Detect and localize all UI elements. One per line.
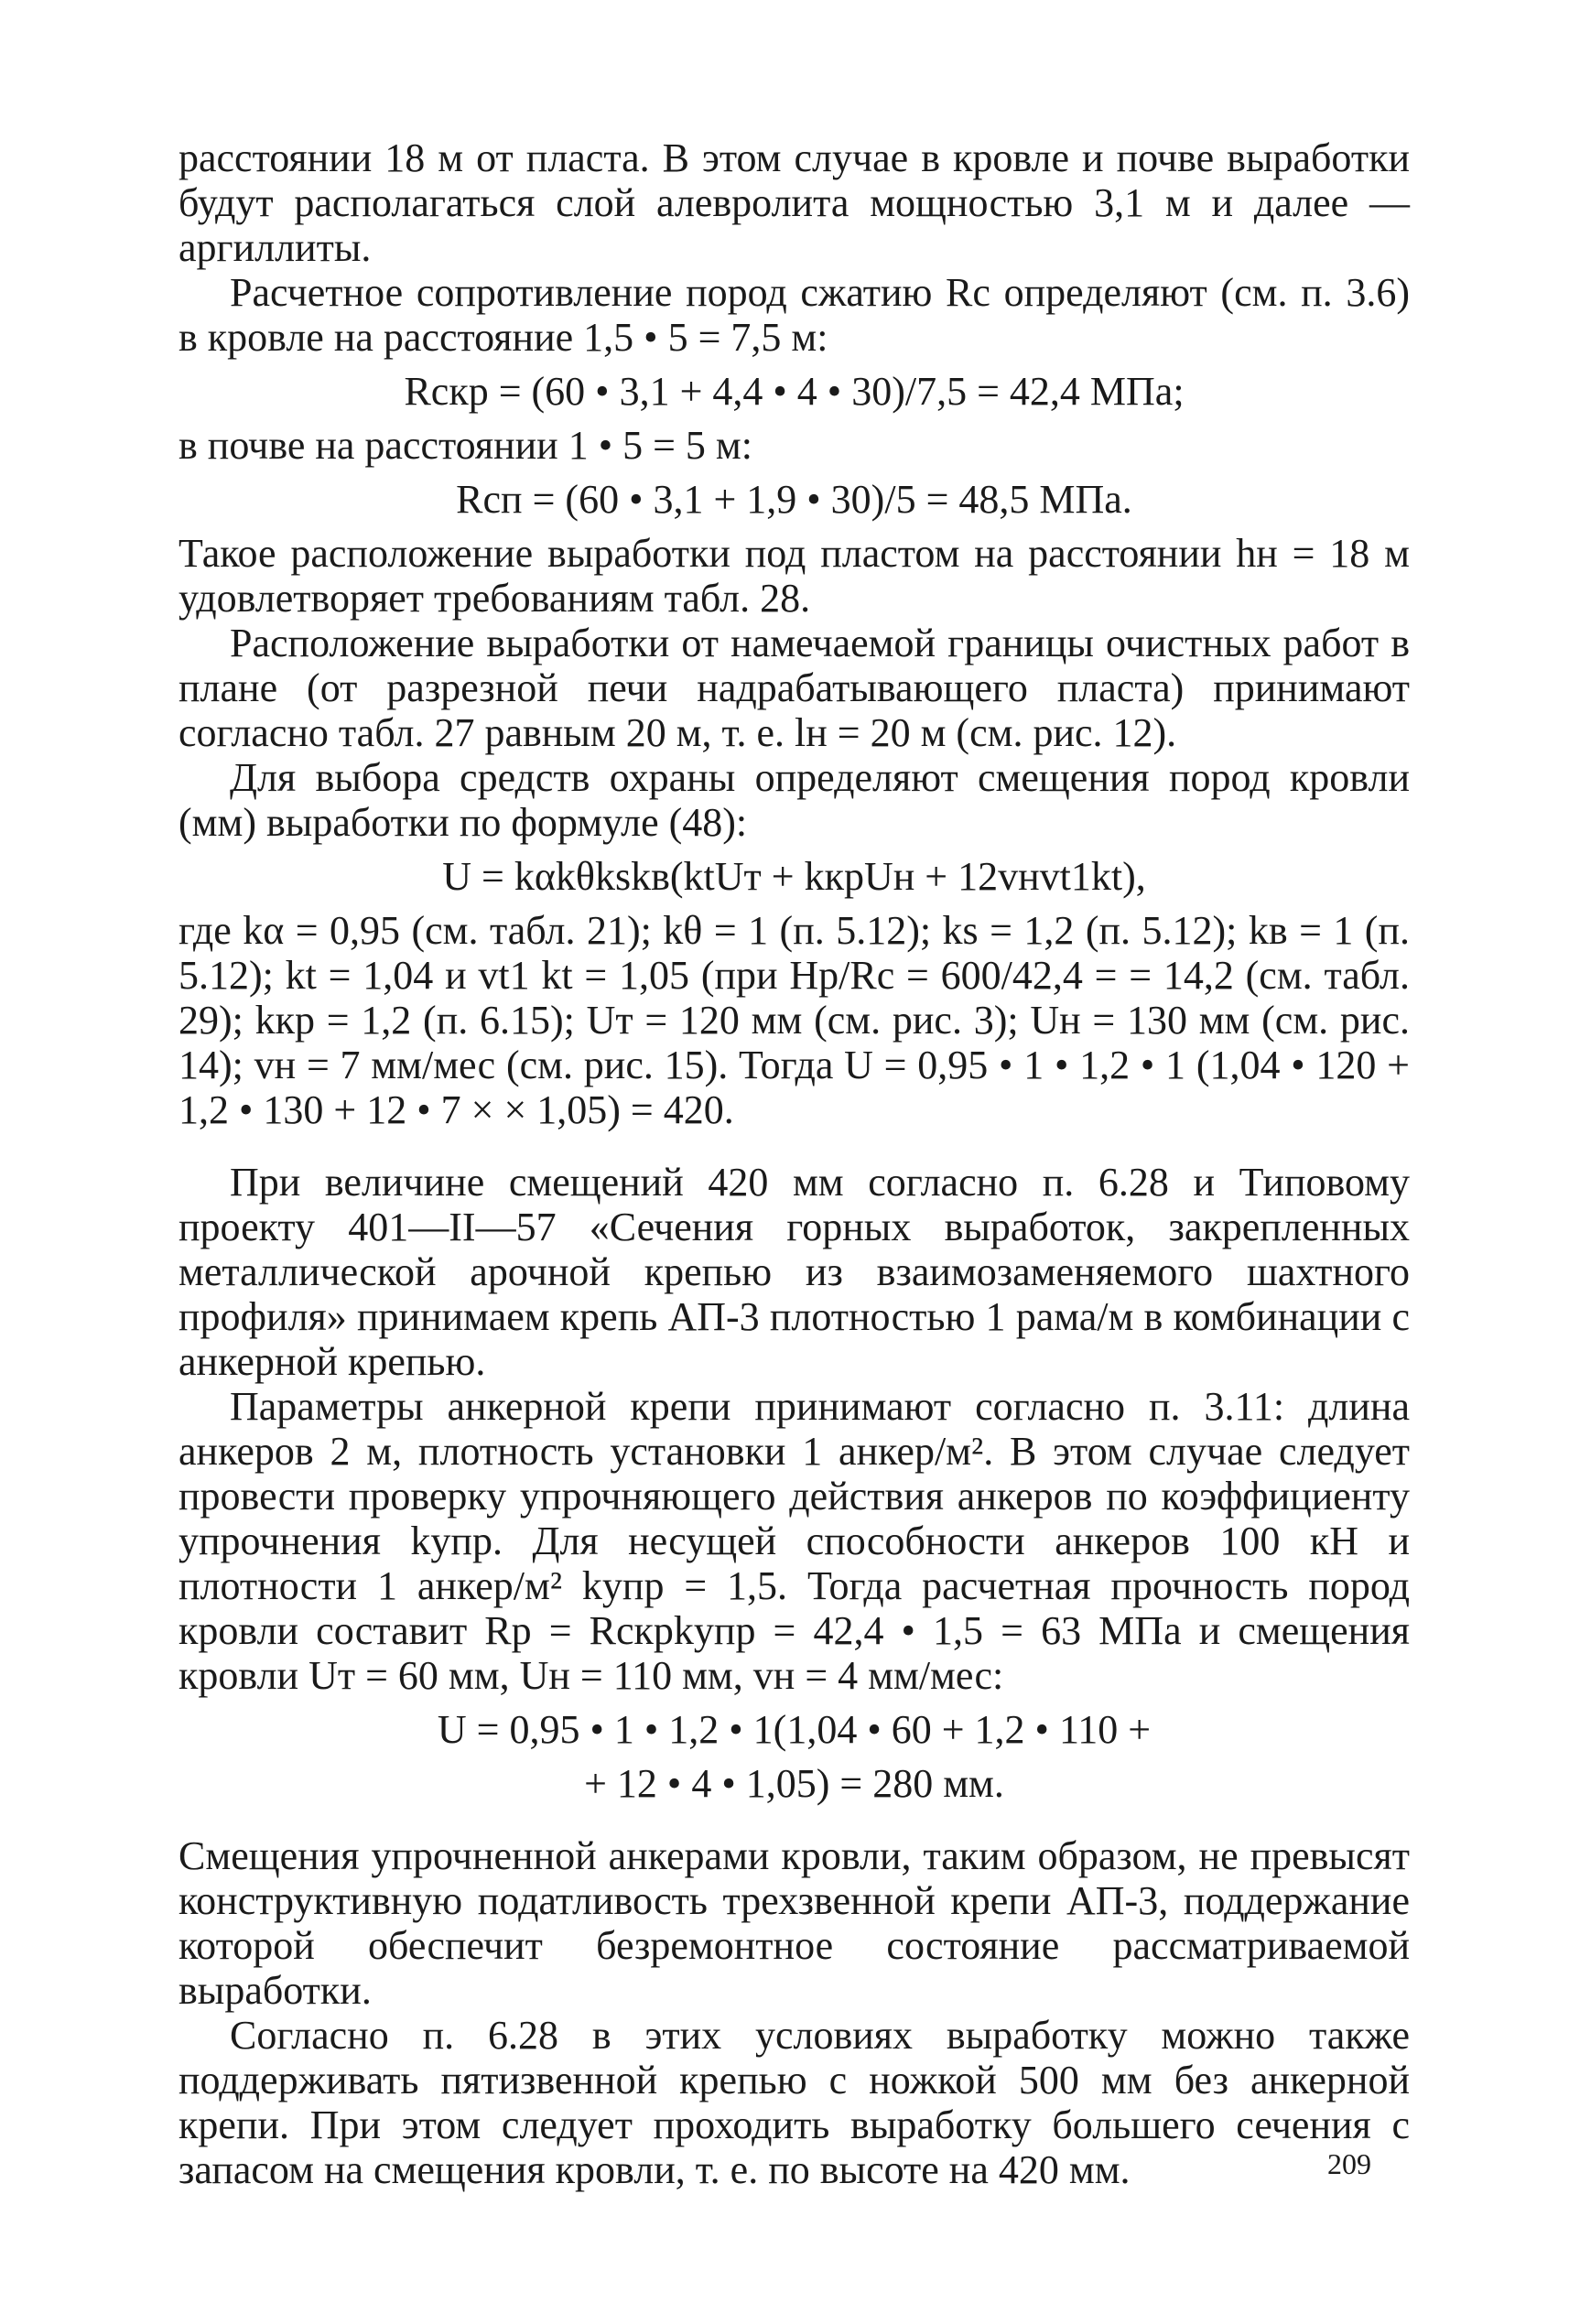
- formula-soil-resistance: Rсп = (60 • 3,1 + 1,9 • 30)/5 = 48,5 МПа.: [456, 477, 1132, 522]
- paragraph-where: где kα = 0,95 (см. табл. 21); kθ = 1 (п. 5.12); ks = 1,2 (п. 5.12); kв = 1 (п. 5.12); kt = 1,04 и vt1 kt = 1,05 (при Hр/Rс = 600/42,4 = = 14,2 (см. табл. 29); kкр = 1,2 (п. 6.15); Uт = 120 мм (см. рис. 3); Uн = 130 мм (см. рис. 14); vн = 7 мм/мес (см. рис. 15). Тогда U = 0,95 • 1 • 1,2 • 1 (1,04 • 120 + 1,2 • 130 + 12 • 7 × × 1,05) = 420.: [179, 908, 1410, 1132]
- paragraph: Смещения упрочненной анкерами кровли, таким образом, не превысят конструктивную податливость трехзвенной крепи АП-3, поддержание которой обеспечит безремонтное состояние рассматриваемой выработки.: [179, 1833, 1410, 2013]
- formula-displacement-result-line1: U = 0,95 • 1 • 1,2 • 1(1,04 • 60 + 1,2 • 110 +: [437, 1707, 1152, 1752]
- paragraph: Такое расположение выработки под пластом на расстоянии hн = 18 м удовлетворяет требованиям табл. 28.: [179, 531, 1410, 621]
- paragraph: Расчетное сопротивление пород сжатию Rс определяют (см. п. 3.6) в кровле на расстояние 1,5 • 5 = 7,5 м:: [179, 270, 1410, 360]
- formula-displacement-result-line2: + 12 • 4 • 1,05) = 280 мм.: [584, 1761, 1004, 1806]
- paragraph: в почве на расстоянии 1 • 5 = 5 м:: [179, 423, 752, 468]
- paragraph: Для выбора средств охраны определяют смещения пород кровли (мм) выработки по формуле (48):: [179, 755, 1410, 845]
- formula-displacement: U = kαkθkskв(ktUт + kкрUн + 12vнvt1kt),: [442, 854, 1146, 899]
- paragraph: При величине смещений 420 мм согласно п. 6.28 и Типовому проекту 401—II—57 «Сечения горных выработок, закрепленных металлической арочной крепью из взаимозаменяемого шахтного профиля» принимаем крепь АП-3 плотностью 1 рама/м в комбинации с анкерной крепью.: [179, 1160, 1410, 1384]
- paragraph: Расположение выработки от намечаемой границы очистных работ в плане (от разрезной печи надрабатывающего пласта) принимают согласно табл. 27 равным 20 м, т. е. lн = 20 м (см. рис. 12).: [179, 621, 1410, 755]
- page-number: 209: [1327, 2147, 1371, 2180]
- paragraph: Параметры анкерной крепи принимают согласно п. 3.11: длина анкеров 2 м, плотность установки 1 анкер/м². В этом случае следует провести проверку упрочняющего действия анкеров по коэффициенту упрочнения kупр. Для несущей способности анкеров 100 кН и плотности 1 анкер/м² kупр = 1,5. Тогда расчетная прочность пород кровли составит Rр = Rскрkупр = 42,4 • 1,5 = 63 МПа и смещения кровли Uт = 60 мм, Uн = 110 мм, vн = 4 мм/мес:: [179, 1384, 1410, 1698]
- page-body: [179, 135, 1410, 2192]
- paragraph: Согласно п. 6.28 в этих условиях выработку можно также поддерживать пятизвенной крепью с ножкой 500 мм без анкерной крепи. При этом следует проходить выработку большего сечения с запасом на смещения кровли, т. е. по высоте на 420 мм.: [179, 2013, 1410, 2192]
- paragraph: расстоянии 18 м от пласта. В этом случае в кровле и почве выработки будут располагаться слой алевролита мощностью 3,1 м и далее — аргиллиты.: [179, 135, 1410, 270]
- formula-roof-resistance: Rскр = (60 • 3,1 + 4,4 • 4 • 30)/7,5 = 42,4 МПа;: [404, 369, 1185, 414]
